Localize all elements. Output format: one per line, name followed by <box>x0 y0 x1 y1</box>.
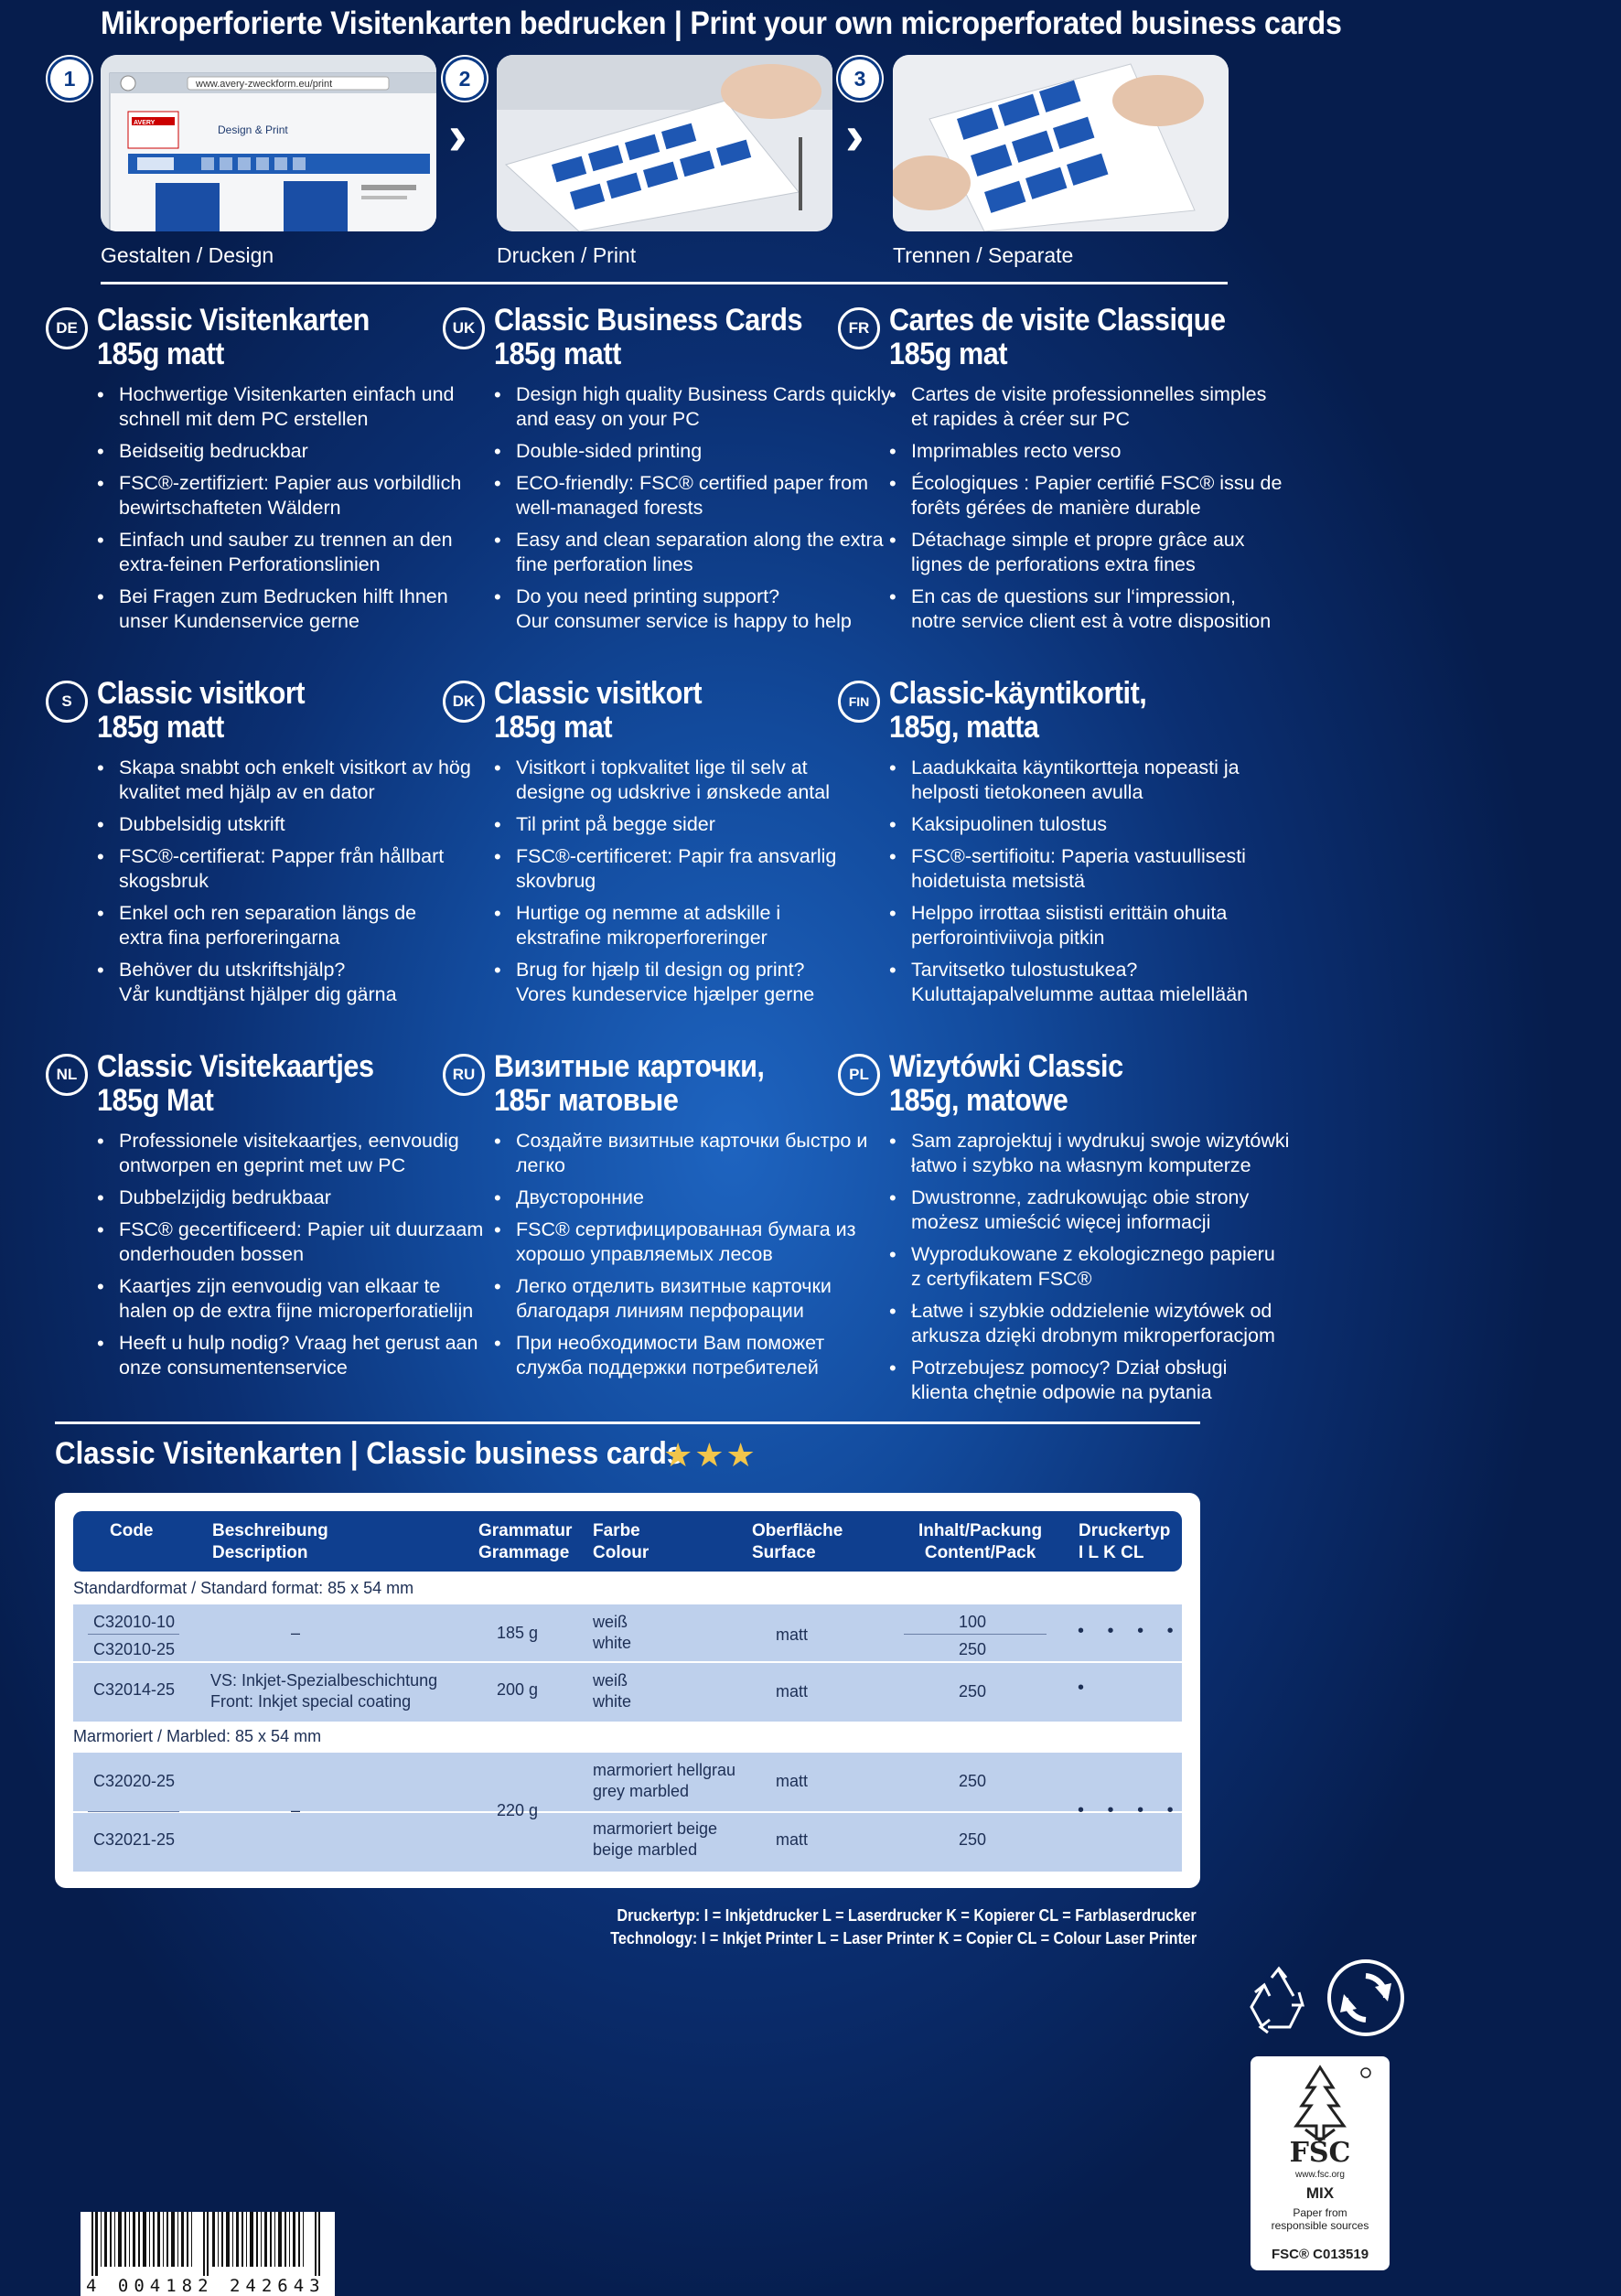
barcode-bars <box>81 2212 335 2276</box>
feature-item: • Helppo irrottaa siististi erittäin ohuita perforointiviivoja pitkin <box>889 901 1319 950</box>
product-table <box>55 1493 1200 1888</box>
lang-badge-de: DE <box>46 307 88 349</box>
step-1-label: Gestalten / Design <box>101 243 274 267</box>
lang-title-ru: Визитные карточки, 185г матовые <box>494 1049 765 1118</box>
lang-badge-ru: RU <box>443 1054 485 1096</box>
feature-item: • ECO-friendly: FSC® certified paper from well-managed forests <box>494 471 924 520</box>
feature-item: • Til print på begge sider <box>494 812 924 837</box>
lang-title-fr: Cartes de visite Classique 185g mat <box>889 303 1226 371</box>
step-1-app-label: Design & Print <box>218 123 288 136</box>
cell-code: C32020-25 <box>93 1772 176 1790</box>
page-title: Mikroperforierte Visitenkarten bedrucken | Print your own microperforated business cards <box>101 5 1342 41</box>
feature-list-uk <box>494 382 924 641</box>
chevron-right-icon: › <box>448 104 467 167</box>
feature-item: • Kaksipuolinen tulostus <box>889 812 1319 837</box>
divider-top <box>101 282 1228 284</box>
feature-item: • Easy and clean separation along the extra fine perforation lines <box>494 528 924 577</box>
step-number-3: 3 <box>838 57 882 101</box>
cell-content: 250 <box>959 1682 987 1701</box>
cell-content: 250 <box>959 1830 987 1849</box>
feature-item: • Легко отделить визитные карточки благодаря линиям перфорации <box>494 1274 924 1324</box>
fsc-tree-icon <box>1251 2060 1390 2142</box>
printer-dots: • • • • <box>1078 1621 1183 1641</box>
lang-badge-pl: PL <box>838 1054 880 1096</box>
lang-badge-fr: FR <box>838 307 880 349</box>
cell-grammage: 220 g <box>497 1801 539 1819</box>
cell-content: 250 <box>959 1772 987 1790</box>
avery-logo: AVERY Zweckform <box>134 120 167 134</box>
cell-grammage: 200 g <box>497 1680 539 1699</box>
feature-item: • Do you need printing support? Our consumer service is happy to help <box>494 585 924 634</box>
product-heading: Classic Visitenkarten | Classic business cards <box>55 1436 683 1471</box>
feature-list-fr <box>889 382 1319 641</box>
feature-list-s <box>97 756 527 1014</box>
lang-title-uk: Classic Business Cards 185g matt <box>494 303 803 371</box>
cell-code: C32010-10 <box>93 1613 176 1631</box>
feature-list-fin <box>889 756 1319 1014</box>
lang-badge-uk: UK <box>443 307 485 349</box>
divider-middle <box>55 1422 1200 1424</box>
cell-divider <box>88 1634 179 1635</box>
recycle-icon <box>1244 1965 1314 2034</box>
feature-item: • Hurtige og nemme at adskille i ekstrafine mikroperforeringer <box>494 901 924 950</box>
cell-surface: matt <box>776 1682 809 1701</box>
feature-list-pl <box>889 1129 1319 1412</box>
step-3-separate-image <box>893 55 1229 231</box>
feature-item: • Détachage simple et propre grâce aux lignes de perforations extra fines <box>889 528 1319 577</box>
feature-item: • Skapa snabbt och enkelt visitkort av hög kvalitet med hjälp av en dator <box>97 756 527 805</box>
cell-surface: matt <box>776 1772 809 1790</box>
feature-item: • Dwustronne, zadrukowując obie strony możesz umieścić więcej informacji <box>889 1186 1319 1235</box>
feature-item: • При необходимости Вам поможет служба поддержки потребителей <box>494 1331 924 1380</box>
step-2-label: Drucken / Print <box>497 243 637 267</box>
feature-item: • Łatwe i szybkie oddzielenie wizytówek od arkusza dzięki drobnym mikroperforacjom <box>889 1299 1319 1348</box>
feature-item: • FSC® gecertificeerd: Papier uit duurzaam onderhouden bossen <box>97 1218 527 1267</box>
barcode <box>81 2212 335 2296</box>
lang-title-de: Classic Visitenkarten 185g matt <box>97 303 370 371</box>
chevron-right-icon-2: › <box>845 104 864 167</box>
feature-item: • En cas de questions sur l‘impression, notre service client est à votre disposition <box>889 585 1319 634</box>
header-description: Beschreibung Description <box>212 1521 328 1562</box>
cell-divider <box>88 1811 179 1812</box>
lang-title-pl: Wizytówki Classic 185g, matowe <box>889 1049 1123 1118</box>
lang-title-fin: Classic-käyntikortit, 185g, matta <box>889 676 1147 745</box>
feature-item: • Tarvitsetko tulostustukea? Kuluttajapalvelumme auttaa mielellään <box>889 958 1319 1007</box>
feature-item: • Double-sided printing <box>494 439 924 464</box>
cell-colour: marmoriert hellgrau grey marbled <box>593 1761 736 1800</box>
cell-colour: weiß white <box>593 1613 632 1652</box>
step-number-1: 1 <box>48 57 91 101</box>
cell-description: VS: Inkjet-Spezialbeschichtung Front: Inkjet special coating <box>210 1671 438 1711</box>
feature-item: • Создайте визитные карточки быстро и легко <box>494 1129 924 1178</box>
feature-item: • FSC®-sertifioitu: Paperia vastuullisesti hoidetuista metsistä <box>889 844 1319 894</box>
feature-item: • Wyprodukowane z ekologicznego papieru z certyfikatem FSC® <box>889 1242 1319 1292</box>
cell-code: C32021-25 <box>93 1830 176 1849</box>
printer-legend-de: Druckertyp: I = Inkjetdrucker L = Laserdrucker K = Kopierer CL = Farblaserdrucker <box>617 1906 1197 1925</box>
feature-item: • FSC® сертифицированная бумага из хорошо управляемых лесов <box>494 1218 924 1267</box>
feature-item: • Kaartjes zijn eenvoudig van elkaar te halen op de extra fijne microperforatielijn <box>97 1274 527 1324</box>
fsc-logo <box>1251 2056 1390 2270</box>
cell-description: – <box>291 1624 301 1642</box>
step-3-label: Trennen / Separate <box>893 243 1074 267</box>
table-header <box>73 1511 1182 1572</box>
header-content: Inhalt/Packung Content/Pack <box>918 1521 1043 1562</box>
feature-item: • Visitkort i topkvalitet lige til selv at designe og udskrive i ønskede antal <box>494 756 924 805</box>
cell-divider <box>904 1634 1047 1635</box>
feature-list-nl <box>97 1129 527 1388</box>
step-1-design-image <box>101 55 436 231</box>
row-separator <box>73 1661 1182 1663</box>
barcode-number: 4 004182 242643 <box>86 2276 329 2296</box>
feature-item: • Professionele visitekaartjes, eenvoudig ontworpen en geprint met uw PC <box>97 1129 527 1178</box>
feature-item: • Behöver du utskriftshjälp? Vår kundtjänst hjälper dig gärna <box>97 958 527 1007</box>
cell-surface: matt <box>776 1625 809 1644</box>
feature-item: • Brug for hjælp til design og print? Vores kundeservice hjælper gerne <box>494 958 924 1007</box>
lang-badge-s: S <box>46 681 88 723</box>
feature-item: • Einfach und sauber zu trennen an den extra-feinen Perforationslinien <box>97 528 527 577</box>
section-label-standard: Standardformat / Standard format: 85 x 54 mm <box>73 1579 414 1597</box>
feature-list-ru <box>494 1129 924 1388</box>
lang-badge-fin: FIN <box>838 681 880 723</box>
fsc-paper: Paper from responsible sources <box>1271 2206 1369 2232</box>
rating-stars-icon: ★★★ <box>663 1436 757 1474</box>
fsc-name: FSC <box>1289 2137 1351 2169</box>
feature-item: • Laadukkaita käyntikortteja nopeasti ja helposti tietokoneen avulla <box>889 756 1319 805</box>
feature-item: • Dubbelzijdig bedrukbaar <box>97 1186 527 1210</box>
cell-code: C32010-25 <box>93 1640 176 1658</box>
cell-colour: marmoriert beige beige marbled <box>593 1819 718 1859</box>
feature-list-de <box>97 382 527 641</box>
cell-surface: matt <box>776 1830 809 1849</box>
printer-dots: • • • • <box>1078 1800 1183 1820</box>
feature-item: • Potrzebujesz pomocy? Dział obsługi klienta chętnie odpowie na pytania <box>889 1356 1319 1405</box>
feature-item: • Bei Fragen zum Bedrucken hilft Ihnen unser Kundenservice gerne <box>97 585 527 634</box>
lang-badge-dk: DK <box>443 681 485 723</box>
cell-code: C32014-25 <box>93 1680 176 1699</box>
cell-grammage: 185 g <box>497 1624 539 1642</box>
header-colour: Farbe Colour <box>593 1521 649 1562</box>
green-dot-icon <box>1327 1959 1404 2036</box>
feature-item: • Imprimables recto verso <box>889 439 1319 464</box>
cell-content: 250 <box>959 1640 987 1658</box>
fsc-url: www.fsc.org <box>1295 2170 1345 2180</box>
lang-title-nl: Classic Visitekaartjes 185g Mat <box>97 1049 374 1118</box>
feature-item: • FSC®-certifierat: Papper från hållbart skogsbruk <box>97 844 527 894</box>
feature-item: • Heeft u hulp nodig? Vraag het gerust aan onze consumentenservice <box>97 1331 527 1380</box>
printer-dots: • <box>1078 1678 1094 1698</box>
step-2-print-image <box>497 55 832 231</box>
lang-title-dk: Classic visitkort 185g mat <box>494 676 703 745</box>
header-printer-type: Druckertyp I L K CL <box>1079 1521 1171 1562</box>
feature-item: • Двусторонние <box>494 1186 924 1210</box>
cell-colour: weiß white <box>593 1671 632 1711</box>
feature-item: • Hochwertige Visitenkarten einfach und schnell mit dem PC erstellen <box>97 382 527 432</box>
header-grammage: Grammatur Grammage <box>478 1521 573 1562</box>
feature-item: • Dubbelsidig utskrift <box>97 812 527 837</box>
cell-content: 100 <box>959 1613 987 1631</box>
feature-item: • Cartes de visite professionnelles simples et rapides à créer sur PC <box>889 382 1319 432</box>
printer-legend-en: Technology: I = Inkjet Printer L = Laser Printer K = Copier CL = Colour Laser Printer <box>610 1929 1197 1947</box>
lang-title-s: Classic visitkort 185g matt <box>97 676 306 745</box>
step-number-2: 2 <box>443 57 487 101</box>
browser-url: www.avery-zweckform.eu/print <box>196 79 333 90</box>
fsc-mix: MIX <box>1305 2184 1335 2202</box>
feature-list-dk <box>494 756 924 1014</box>
header-code: Code <box>110 1521 154 1540</box>
lang-badge-nl: NL <box>46 1054 88 1096</box>
header-surface: Oberfläche Surface <box>752 1521 843 1562</box>
feature-item: • Écologiques : Papier certifié FSC® issu de forêts gérées de manière durable <box>889 471 1319 520</box>
feature-item: • FSC®-certificeret: Papir fra ansvarlig skovbrug <box>494 844 924 894</box>
cell-description: – <box>291 1801 301 1819</box>
feature-item: • Beidseitig bedruckbar <box>97 439 527 464</box>
row-separator <box>73 1811 1182 1813</box>
feature-item: • Enkel och ren separation längs de extra fina perforeringarna <box>97 901 527 950</box>
section-label-marbled: Marmoriert / Marbled: 85 x 54 mm <box>73 1727 322 1745</box>
feature-item: • FSC®-zertifiziert: Papier aus vorbildlich bewirtschafteten Wäldern <box>97 471 527 520</box>
feature-item: • Design high quality Business Cards quickly and easy on your PC <box>494 382 924 432</box>
fsc-code: FSC® C013519 <box>1271 2247 1369 2262</box>
feature-item: • Sam zaprojektuj i wydrukuj swoje wizytówki łatwo i szybko na własnym komputerze <box>889 1129 1319 1178</box>
